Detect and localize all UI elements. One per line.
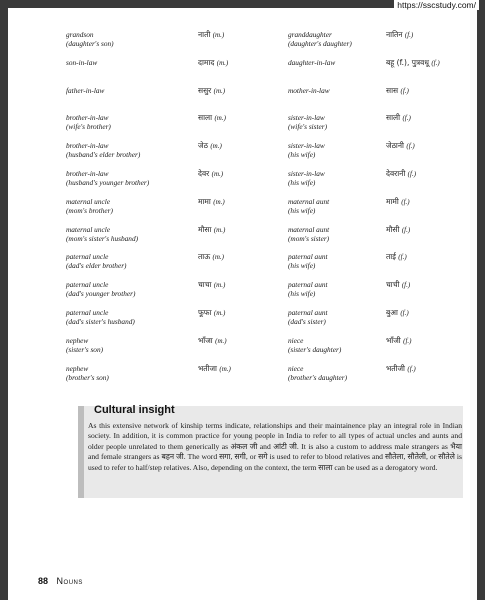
english-term-masculine: [66, 336, 186, 354]
term-note: (brother's daughter): [288, 372, 348, 382]
term: niece: [288, 363, 304, 373]
vocab-row: [66, 169, 466, 197]
hindi-word: मामी: [386, 196, 399, 206]
english-term-feminine: [288, 197, 398, 215]
term-note: (mom's brother): [66, 205, 113, 215]
gender-marker: (f.): [431, 58, 440, 67]
hindi-word: जेठ: [198, 141, 208, 151]
hindi-word: दामाद: [198, 57, 215, 67]
gender-marker: (f.): [398, 253, 407, 262]
term-note: (sister's daughter): [288, 344, 342, 354]
hindi-word: चाची: [386, 280, 400, 290]
vocab-row: [66, 308, 466, 336]
hindi-term-masculine: [198, 225, 288, 235]
term-note: (mom's sister's husband): [66, 233, 139, 243]
hindi-term-masculine: [198, 308, 288, 318]
hindi-term-feminine: [386, 280, 476, 290]
gender-marker: (f.): [407, 169, 417, 178]
gender-marker: (f.): [400, 308, 409, 317]
english-term-masculine: [66, 169, 186, 187]
english-term-masculine: [66, 225, 186, 243]
gender-marker: (f.): [406, 142, 415, 151]
gender-marker: (m.): [214, 114, 226, 123]
term: nephew: [66, 363, 89, 373]
term-note: (his wife): [288, 150, 316, 160]
document-page: [8, 8, 477, 600]
english-term-feminine: [288, 141, 398, 159]
hindi-term-feminine: [386, 58, 476, 68]
hindi-word: साला: [198, 113, 213, 123]
english-term-masculine: [66, 252, 186, 270]
term: brother-in-law: [66, 168, 109, 178]
gender-marker: (f.): [407, 364, 416, 373]
hindi-word: देवरानी: [386, 168, 406, 178]
term: maternal uncle: [66, 196, 110, 206]
english-term-masculine: [66, 280, 186, 298]
vocab-row: [66, 252, 466, 280]
english-term-feminine: [288, 58, 398, 67]
vocab-row: [66, 30, 466, 58]
hindi-term-feminine: [386, 113, 476, 123]
hindi-word: बुआ: [386, 307, 398, 317]
vocab-row: [66, 225, 466, 253]
hindi-term-masculine: [198, 86, 288, 96]
english-term-feminine: [288, 86, 398, 95]
hindi-term-feminine: [386, 197, 476, 207]
hindi-term-feminine: [386, 308, 476, 318]
term: niece: [288, 335, 304, 345]
term-note: (daughter's daughter): [288, 39, 352, 48]
english-term-masculine: [66, 364, 186, 382]
vocab-row: [66, 197, 466, 225]
gender-marker: (f.): [400, 86, 409, 95]
hindi-term-feminine: [386, 252, 476, 262]
cultural-insight-body: As this extensive network of kinship terms indicate, relationships and their maintainence play an integral role in Indian society. In addition, it is common practice for young people in India to refer to all types of actual uncles and aunts and older people unrelated to them generically as अंकल जी and आंटी जी. It is also a custom to address male strangers as भैया and female strangers as बहन जी. The word सगा, सगी, or सगे is used to refer to blood relatives and सौतेला, सौतेली, or सौतेले is used to refer to half/step relatives. Also, depending on the context, the term साला can be used as a derogatory word.: [88, 421, 462, 472]
term: paternal uncle: [66, 280, 109, 290]
page-number: 88: [38, 576, 49, 586]
section-name: Nouns: [56, 576, 83, 586]
term: son-in-law: [66, 57, 98, 67]
hindi-word: साली: [386, 113, 401, 123]
term: brother-in-law: [66, 141, 109, 151]
hindi-term-masculine: [198, 169, 288, 179]
gender-marker: (f.): [404, 31, 414, 39]
gender-marker: (f.): [401, 281, 411, 290]
vocab-row: [66, 280, 466, 308]
term-note: (wife's brother): [66, 122, 111, 132]
term-note: (his wife): [288, 289, 316, 299]
hindi-term-feminine: [386, 86, 476, 96]
vocab-row: [66, 364, 466, 392]
hindi-term-feminine: [386, 225, 476, 235]
gender-marker: (m.): [219, 364, 231, 373]
english-term-feminine: [288, 336, 398, 354]
hindi-term-masculine: [198, 141, 288, 151]
term: sister-in-law: [288, 113, 325, 123]
vocab-row: [66, 141, 466, 169]
english-term-feminine: [288, 169, 398, 187]
hindi-term-feminine: [386, 336, 476, 346]
hindi-term-masculine: [198, 30, 288, 40]
hindi-term-feminine: [386, 141, 476, 151]
english-term-masculine: [66, 141, 186, 159]
english-term-masculine: [66, 197, 186, 215]
vocab-row: [66, 336, 466, 364]
hindi-word: देवर: [198, 168, 210, 178]
hindi-term-feminine: [386, 364, 476, 374]
hindi-term-feminine: [386, 30, 476, 40]
cultural-insight-accent-bar: [78, 406, 84, 498]
english-term-feminine: [288, 280, 398, 298]
gender-marker: (f.): [401, 225, 411, 234]
hindi-word: भतीजा: [198, 363, 217, 373]
gender-marker: (f.): [401, 197, 410, 206]
term: maternal uncle: [66, 224, 110, 234]
term-note: (mom's sister): [288, 233, 330, 243]
gender-marker: (m.): [211, 169, 224, 178]
gender-marker: (m.): [213, 197, 225, 206]
term-note: (dad's younger brother): [66, 289, 136, 299]
term: brother-in-law: [66, 113, 109, 123]
hindi-term-masculine: [198, 280, 288, 290]
hindi-term-masculine: [198, 336, 288, 346]
term-note: (daughter's son): [66, 39, 114, 48]
gender-marker: (m.): [213, 225, 226, 234]
term: sister-in-law: [288, 168, 325, 178]
term: paternal uncle: [66, 252, 109, 262]
english-term-masculine: [66, 58, 186, 67]
english-term-masculine: [66, 308, 186, 326]
hindi-word: ससुर: [198, 85, 212, 95]
english-term-feminine: [288, 30, 398, 48]
english-term-masculine: [66, 86, 186, 95]
term-note: (dad's sister's husband): [66, 316, 135, 326]
term-note: (dad's elder brother): [66, 261, 127, 271]
term-note: (brother's son): [66, 372, 109, 382]
term-note: (wife's sister): [288, 122, 328, 132]
hindi-word: फूफा: [198, 307, 212, 317]
gender-marker: (m.): [213, 86, 226, 95]
hindi-term-masculine: [198, 113, 288, 123]
english-term-masculine: [66, 113, 186, 131]
term-note: (his wife): [288, 205, 316, 215]
english-term-feminine: [288, 113, 401, 132]
vocab-row: [66, 86, 466, 114]
vocab-row: [66, 113, 466, 141]
term-note: (husband's elder brother): [66, 150, 141, 160]
english-term-feminine: [288, 225, 398, 243]
term: grandson: [66, 30, 94, 39]
term: sister-in-law: [288, 141, 325, 151]
gender-marker: (m.): [213, 308, 226, 317]
gender-marker: (m.): [215, 336, 227, 345]
hindi-term-feminine: [386, 169, 476, 179]
cultural-insight-title: Cultural insight: [94, 404, 175, 416]
term-note: (his wife): [288, 177, 316, 187]
hindi-word: जेठानी: [386, 141, 404, 151]
term: paternal aunt: [288, 252, 328, 262]
gender-marker: (m.): [213, 281, 226, 290]
hindi-word: सास: [386, 85, 399, 95]
hindi-word: ताऊ: [198, 252, 211, 262]
term: paternal aunt: [288, 307, 328, 317]
hindi-word: ताई: [386, 252, 396, 262]
term: maternal aunt: [288, 224, 330, 234]
term: paternal aunt: [288, 280, 328, 290]
vocab-row: [66, 58, 466, 86]
term-note: (husband's younger brother): [66, 177, 150, 187]
hindi-term-masculine: [198, 197, 288, 207]
hindi-word: चाचा: [198, 280, 212, 290]
term-note: (dad's sister): [288, 316, 326, 326]
term: nephew: [66, 335, 89, 345]
term: maternal aunt: [288, 196, 330, 206]
hindi-word: भतीजी: [386, 363, 405, 373]
english-term-masculine: [66, 30, 186, 48]
hindi-term-masculine: [198, 58, 288, 68]
gender-marker: (m.): [210, 142, 222, 151]
hindi-word: नाती: [198, 30, 211, 39]
hindi-word: भाँजा: [198, 335, 213, 345]
english-term-feminine: [288, 364, 398, 382]
gender-marker: (f.): [403, 336, 412, 345]
hindi-term-masculine: [198, 364, 288, 374]
hindi-word: नातिन: [386, 30, 403, 39]
hindi-word: भाँजी: [386, 335, 401, 345]
term: father-in-law: [66, 85, 105, 95]
gender-marker: (f.): [402, 114, 411, 123]
page-url[interactable]: https://sscstudy.com/: [394, 0, 479, 10]
hindi-word: बहू (f.), पुत्रवधू: [386, 57, 429, 67]
page-footer: [38, 576, 83, 586]
term: granddaughter: [288, 30, 332, 39]
hindi-word: मौसा: [198, 224, 212, 234]
term-note: (sister's son): [66, 344, 104, 354]
term: paternal uncle: [66, 307, 109, 317]
gender-marker: (m.): [212, 31, 225, 39]
english-term-feminine: [288, 252, 398, 270]
english-term-feminine: [288, 308, 398, 326]
gender-marker: (m.): [212, 253, 224, 262]
hindi-word: मौसी: [386, 224, 400, 234]
term: mother-in-law: [288, 85, 330, 95]
term: daughter-in-law: [288, 57, 336, 67]
hindi-word: मामा: [198, 196, 211, 206]
kinship-vocabulary-table: [66, 30, 466, 391]
gender-marker: (m.): [216, 58, 229, 67]
hindi-term-masculine: [198, 252, 288, 262]
term-note: (his wife): [288, 261, 316, 271]
